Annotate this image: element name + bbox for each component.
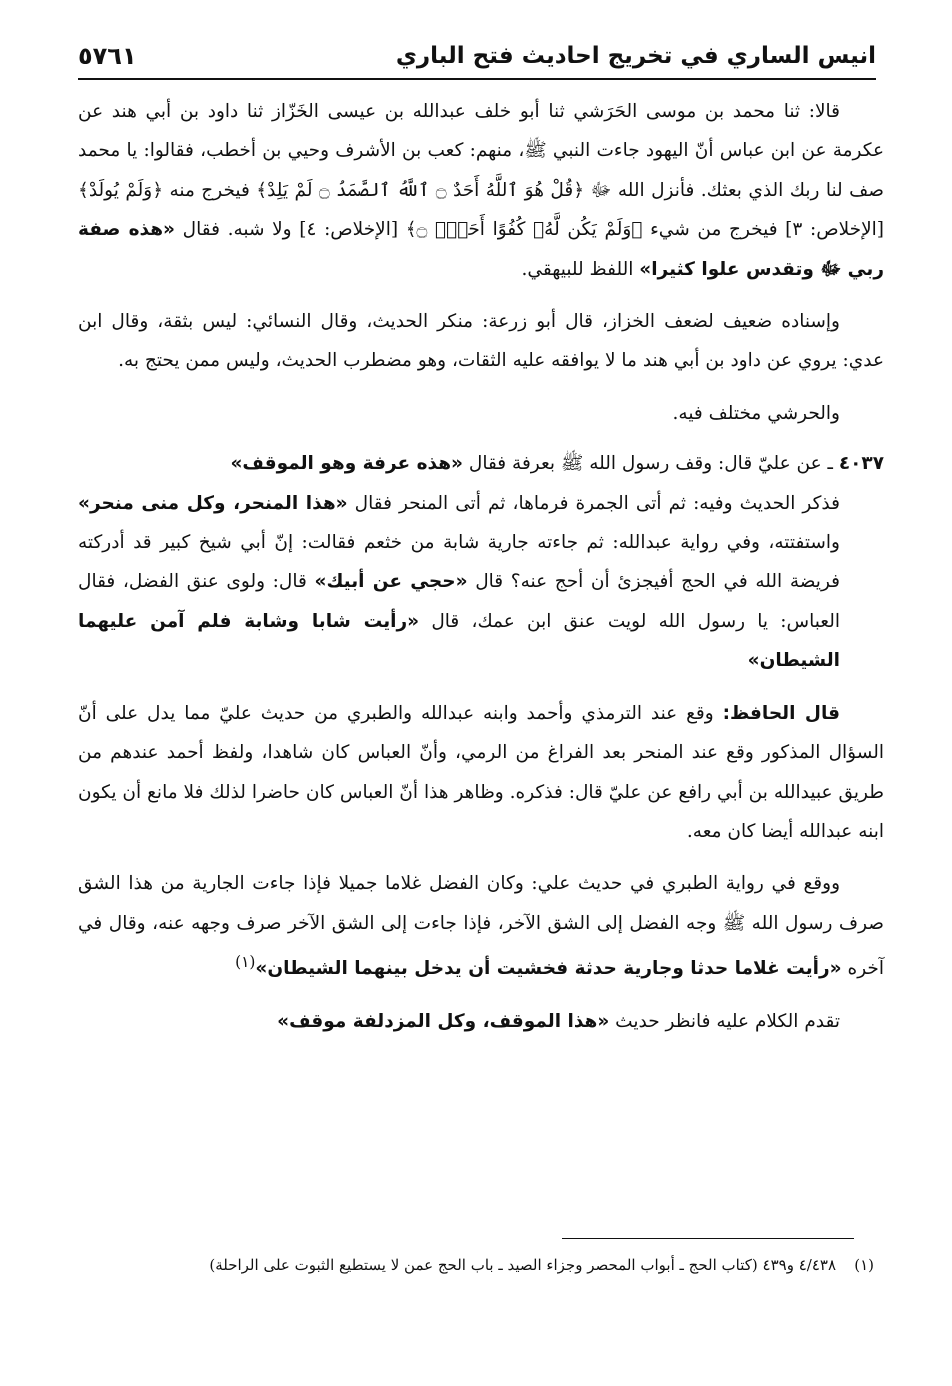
paragraph-isnad-grading: وإسناده ضعيف لضعف الخزاز، قال أبو زرعة: منكر الحديث، وقال النسائي: ليس بثقة، وقال ابن عدي: يروي عن داود بن أبي هند ما لا يوافقه عليه الثقات، وهو مضطرب الحديث، وليس ممن يحتج به. xyxy=(78,311,884,372)
footnote-text: ٤/٤٣٨ و٤٣٩ (كتاب الحج ـ أبواب المحصر وجزاء الصيد ـ باب الحج عمن لا يستطيع الثبوت على الراحلة) xyxy=(209,1256,836,1274)
paragraph-text: وقع عند الترمذي وأحمد وابنه عبدالله والطبري من حديث عليّ مما يدل على أنّ السؤال المذكور وقع عند المنحر بعد الفراغ من الرمي، وأنّ العباس كان شاهدا، ولفظ أحمد عندهم من طريق عبيدالله بن أبي رافع عن عليّ قال: فذكره. وظاهر هذا أنّ العباس كان حاضرا لذلك فلا مانع أن يكون ابنه عبدالله أيضا كان معه. xyxy=(78,702,884,842)
page-header xyxy=(78,34,876,80)
quote: «حجي عن أبيك» xyxy=(314,571,468,593)
quote: «رأيت شابا وشابة فلم آمن عليهما الشيطان» xyxy=(78,610,840,672)
hadith-continuation xyxy=(78,484,884,681)
quote: «هذه صفة ربي ﷻ وتقدس علوا كثيرا» xyxy=(78,219,884,280)
paragraph-text: اللفظ للبيهقي. xyxy=(521,258,634,280)
footnote-reference[interactable]: (١) xyxy=(235,953,256,972)
paragraph-text: ووقع في رواية الطبري في حديث علي: وكان الفضل غلاما جميلا فإذا جاءت الجارية من هذا الشق صرف رسول الله ﷺ وجه الفضل إلى الشق الآخر، فإذا جاءت إلى الشق الآخر صرف وجهه عنه، وقال في آخره xyxy=(78,873,884,980)
hafiz-label: قال الحافظ: xyxy=(722,702,841,724)
quote: «هذه عرفة وهو الموقف» xyxy=(230,453,463,475)
paragraph-hafiz-comment xyxy=(78,694,884,852)
page-number: ٥٧٦١ xyxy=(78,42,137,70)
hadith-number: ٤٠٣٧ xyxy=(838,453,884,475)
paragraph-text: قالا: ثنا محمد بن موسى الحَرَشي ثنا أبو خلف عبدالله بن عيسى الخَزّاز ثنا داود بن أبي هند عن عكرمة عن ابن عباس أنّ اليهود جاءت النبي ﷺ، منهم: كعب بن الأشرف وحيي بن أخطب، فقالوا: يا محمد صف لنا ربك الذي بعثك. فأنزل الله ﷻ ﴿قُلْ هُوَ ٱللَّهُ أَحَدٌ ۝ ٱللَّهُ ٱلصَّمَدُ ۝ لَمْ يَلِدْ﴾ فيخرج منه ﴿وَلَمْ يُولَدْ﴾ [الإخلاص: ٣] فيخرج من شيء ﴿وَلَمْ يَكُن لَّهُۥ كُفُوًا أَحَدٌۢ ۝﴾ [الإخلاص: ٤] ولا شبه. فقال xyxy=(78,101,884,241)
hadith-opening xyxy=(78,444,884,483)
paragraph-harashi: والحرشي مختلف فيه. xyxy=(672,402,840,424)
running-title: انيس الساري في تخريج احاديث فتح الباري xyxy=(395,43,876,69)
hadith-text: واستفتته، وفي رواية عبدالله: ثم جاءته جارية شابة من خثعم فقالت: إنّ أبي شيخ كبير قد أدركته فريضة الله في الحج أفيجزئ أن أحج عنه؟ قال xyxy=(78,532,840,593)
hadith-4037 xyxy=(78,444,884,680)
footnote-marker: (١) xyxy=(854,1256,874,1274)
hadith-text: قال: ولوى عنق الفضل، فقال العباس: يا رسول الله لويت عنق ابن عمك، قال xyxy=(78,571,840,632)
paragraph-text: تقدم الكلام عليه فانظر حديث xyxy=(615,1010,840,1032)
footnote xyxy=(78,1250,874,1281)
quote: «رأيت غلاما حدثا وجارية حدثة فخشيت أن يدخل بينهما الشيطان» xyxy=(255,958,842,980)
main-text xyxy=(78,92,884,1041)
paragraph-tabari-narration xyxy=(78,864,884,988)
paragraph-cross-reference xyxy=(78,1002,884,1041)
paragraph-hadith-text xyxy=(78,92,884,289)
hadith-text: فذكر الحديث وفيه: ثم أتى الجمرة فرماها، ثم أتى المنحر فقال xyxy=(354,492,840,514)
quote: «هذا المنحر، وكل منى منحر» xyxy=(78,492,348,514)
hadith-text: ـ عن عليّ قال: وقف رسول الله ﷺ بعرفة فقال xyxy=(468,453,833,475)
quote: «هذا الموقف، وكل المزدلفة موقف» xyxy=(277,1010,610,1032)
footnote-divider xyxy=(562,1238,854,1239)
